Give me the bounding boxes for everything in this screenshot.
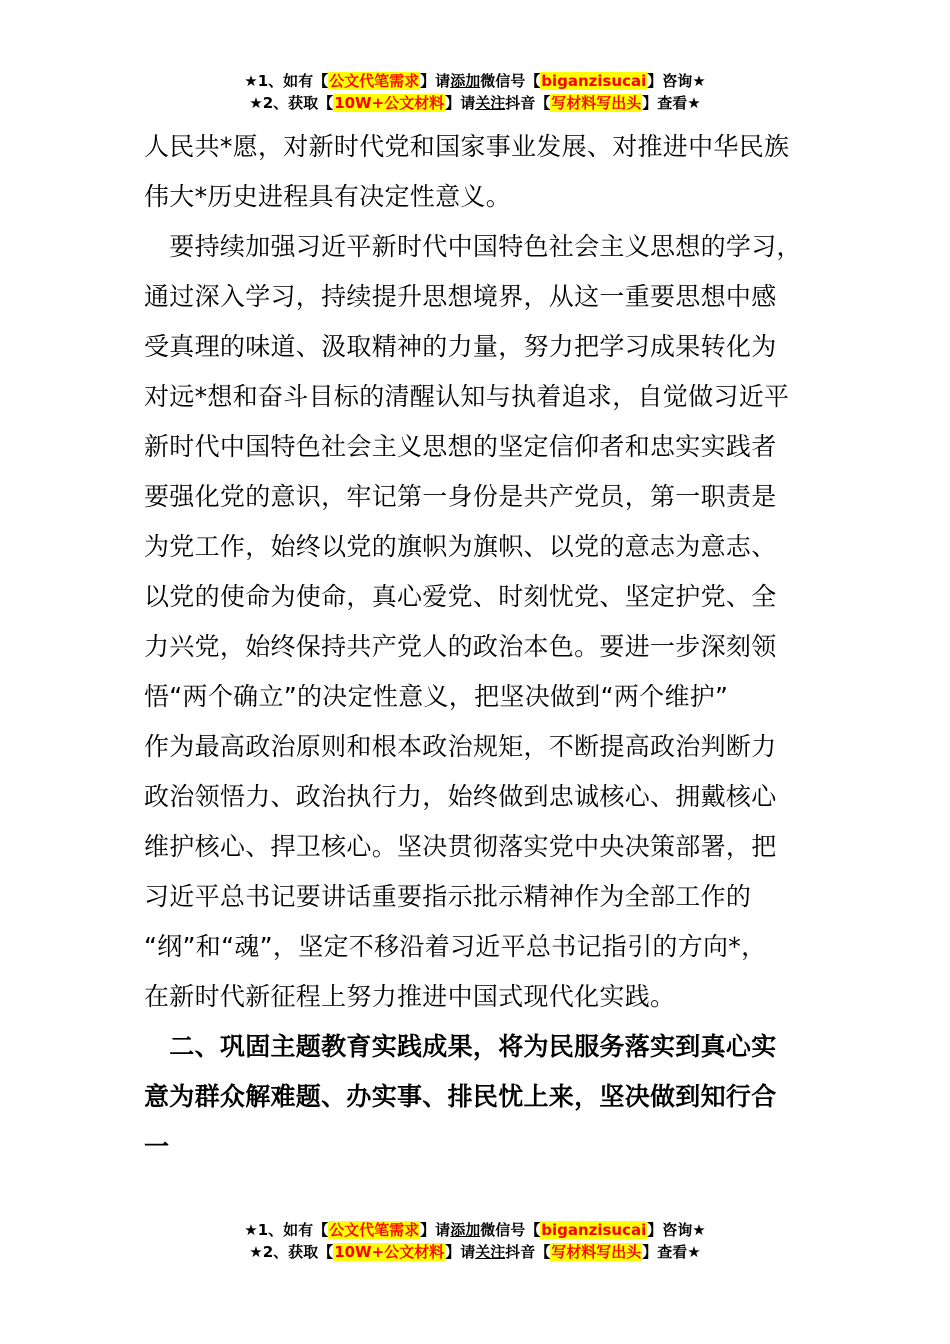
body-line: 新时代中国特色社会主义思想的坚定信仰者和忠实实践者 <box>144 432 777 461</box>
douyin-account: 写材料写出头 <box>551 1243 642 1261</box>
body-line: 以党的使命为使命，真心爱党、时刻忧党、坚定护党、全 <box>144 582 777 611</box>
banner-line-2: ★2、获取【10W+公文材料】请关注抖音【写材料写出头】查看★ <box>249 94 701 112</box>
body-line: 通过深入学习，持续提升思想境界，从这一重要思想中感 <box>144 282 777 311</box>
section-heading-line: 一 <box>144 1132 170 1161</box>
banner-line-1: ★1、如有【公文代笔需求】请添加微信号【biganzisucai】咨询★ <box>244 1221 706 1239</box>
body-line: 伟大*历史进程具有决定性意义。 <box>144 182 512 211</box>
footer-banner <box>0 1219 950 1263</box>
body-line: 受真理的味道、汲取精神的力量，努力把学习成果转化为 <box>144 332 777 361</box>
header-banner <box>0 70 950 114</box>
highlight-text: 10W+公文材料 <box>334 94 445 112</box>
body-line: 作为最高政治原则和根本政治规矩，不断提高政治判断力 <box>144 732 777 761</box>
body-line: 维护核心、捍卫核心。坚决贯彻落实党中央决策部署，把 <box>144 832 777 861</box>
wechat-id: biganzisucai <box>541 1221 647 1239</box>
body-line: 要持续加强习近平新时代中国特色社会主义思想的学习， <box>144 232 802 261</box>
highlight-text: 公文代笔需求 <box>329 1221 420 1239</box>
body-line: 政治领悟力、政治执行力，始终做到忠诚核心、拥戴核心 <box>144 782 777 811</box>
body-line: 为党工作，始终以党的旗帜为旗帜、以党的意志为意志、 <box>144 532 777 561</box>
body-line: 对远*想和奋斗目标的清醒认知与执着追求，自觉做习近平 <box>144 382 790 411</box>
body-line: 习近平总书记要讲话重要指示批示精神作为全部工作的 <box>144 882 752 911</box>
body-line: 人民共*愿，对新时代党和国家事业发展、对推进中华民族 <box>144 132 790 161</box>
body-line: 悟“两个确立”的决定性意义，把坚决做到“两个维护” <box>144 682 729 711</box>
douyin-account: 写材料写出头 <box>551 94 642 112</box>
body-line: 力兴党，始终保持共产党人的政治本色。要进一步深刻领 <box>144 632 777 661</box>
section-heading-line: 二、巩固主题教育实践成果，将为民服务落实到真心实 <box>144 1032 777 1061</box>
document-body <box>144 122 844 1172</box>
body-line: 在新时代新征程上努力推进中国式现代化实践。 <box>144 982 676 1011</box>
banner-line-1: ★1、如有【公文代笔需求】请添加微信号【biganzisucai】咨询★ <box>244 72 706 90</box>
highlight-text: 10W+公文材料 <box>334 1243 445 1261</box>
banner-line-2: ★2、获取【10W+公文材料】请关注抖音【写材料写出头】查看★ <box>249 1243 701 1261</box>
wechat-id: biganzisucai <box>541 72 647 90</box>
body-line: 要强化党的意识，牢记第一身份是共产党员，第一职责是 <box>144 482 777 511</box>
highlight-text: 公文代笔需求 <box>329 72 420 90</box>
section-heading-line: 意为群众解难题、办实事、排民忧上来，坚决做到知行合 <box>144 1082 777 1111</box>
body-line: “纲”和“魂”，坚定不移沿着习近平总书记指引的方向*， <box>144 932 767 961</box>
